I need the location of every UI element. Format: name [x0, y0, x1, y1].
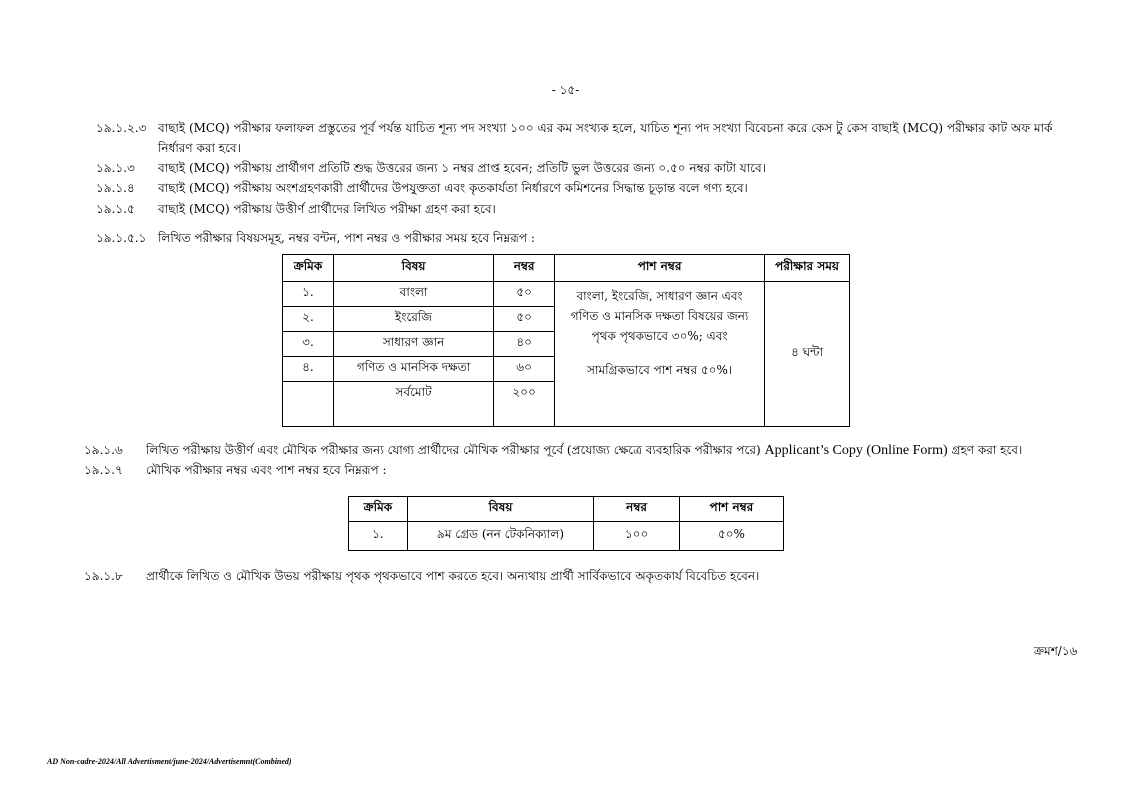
paragraph-number: ১৯.১.৬: [84, 443, 123, 457]
header-subject: বিষয়: [333, 255, 493, 282]
cell-serial: ৩.: [283, 332, 334, 357]
cell-marks: ৪০: [494, 332, 555, 357]
paragraph-number: ১৯.১.৭: [84, 463, 123, 477]
paragraph-19-1-5-1: [96, 228, 1056, 248]
paragraph-text: বাছাই (MCQ) পরীক্ষার ফলাফল প্রস্তুতের পূর্ব পর্যন্ত যাচিত শূন্য পদ সংখ্যা ১০০ এর কম সংখ্যক হলে, যাচিত শূন্য পদ সংখ্যা বিবেচনা করে কেস টু কেস বাছাই (MCQ) পরীক্ষার কাট অফ মার্ক নির্ধারণ করা হবে।: [158, 121, 1053, 155]
paragraph-number: ১৯.১.৩: [96, 161, 135, 175]
cell-serial: ১.: [349, 522, 408, 551]
paragraph-19-1-6: [84, 440, 1074, 461]
paragraph-text: প্রার্থীকে লিখিত ও মৌখিক উভয় পরীক্ষায় পৃথক পৃথকভাবে পাশ করতে হবে। অন্যথায় প্রার্থী সার্বিকভাবে অকৃতকার্য বিবেচিত হবেন।: [146, 569, 760, 583]
written-exam-table: [282, 254, 850, 427]
cell-marks: ৬০: [494, 357, 555, 382]
cell-subject: বাংলা: [333, 282, 493, 307]
header-exam-time: পরীক্ষার সময়: [765, 255, 850, 282]
cell-total-marks: ২০০: [494, 382, 555, 427]
cell-marks: ১০০: [594, 522, 680, 551]
paragraph-number: ১৯.১.২.৩: [96, 121, 147, 135]
paragraph-19-1-7: [84, 460, 1074, 480]
cell-serial: ২.: [283, 307, 334, 332]
paragraph-19-1-8: [84, 566, 1074, 586]
table-header-row: [349, 497, 784, 522]
cell-subject: গণিত ও মানসিক দক্ষতা: [333, 357, 493, 382]
paragraph-text-end: গ্রহণ করা হবে।: [951, 443, 1023, 457]
paragraph-number: ১৯.১.৮: [84, 569, 123, 583]
cell-marks: ৫০: [494, 282, 555, 307]
cell-serial: ১.: [283, 282, 334, 307]
table-row: [283, 282, 850, 307]
cell-pass-marks: ৫০%: [679, 522, 783, 551]
paragraph-text: বাছাই (MCQ) পরীক্ষায় প্রার্থীগণ প্রতিটি শুদ্ধ উত্তরের জন্য ১ নম্বর প্রাপ্ত হবেন; প্রতিটি ভুল উত্তরের জন্য ০.৫০ নম্বর কাটা যাবে।: [158, 161, 766, 175]
paragraph-19-1-3: [96, 158, 1056, 178]
paragraph-number: ১৯.১.৫.১: [96, 231, 147, 245]
pass-text-2: সামগ্রিকভাবে পাশ নম্বর ৫০%।: [587, 363, 733, 377]
cell-exam-time: ৪ ঘন্টা: [765, 282, 850, 427]
viva-exam-table: [348, 496, 784, 551]
table-header-row: [283, 255, 850, 282]
paragraph-text: লিখিত পরীক্ষায় উত্তীর্ণ এবং মৌখিক পরীক্ষার জন্য যোগ্য প্রার্থীদের মৌখিক পরীক্ষার পূর্বে (প্রযোজ্য ক্ষেত্রে ব্যবহারিক পরীক্ষার পরে): [146, 443, 761, 457]
cell-total-label: সর্বমোট: [333, 382, 493, 427]
cell-serial-empty: [283, 382, 334, 427]
header-pass-marks: পাশ নম্বর: [679, 497, 783, 522]
continued-label: ক্রমশ/১৬: [1034, 644, 1078, 658]
header-marks: নম্বর: [494, 255, 555, 282]
header-marks: নম্বর: [594, 497, 680, 522]
cell-serial: ৪.: [283, 357, 334, 382]
cell-marks: ৫০: [494, 307, 555, 332]
paragraph-text: মৌখিক পরীক্ষার নম্বর এবং পাশ নম্বর হবে নিম্নরূপ :: [146, 463, 387, 477]
header-serial: ক্রমিক: [283, 255, 334, 282]
cell-subject: ৯ম গ্রেড (নন টেকনিক্যাল): [407, 522, 594, 551]
header-subject: বিষয়: [407, 497, 594, 522]
paragraph-19-1-2-3: [96, 118, 1056, 158]
page-number: - ১৫-: [551, 83, 580, 97]
cell-subject: সাধারণ জ্ঞান: [333, 332, 493, 357]
paragraph-text: বাছাই (MCQ) পরীক্ষায় অংশগ্রহণকারী প্রার্থীদের উপযুক্ততা এবং কৃতকার্যতা নির্ধারণে কমিশনের সিদ্ধান্ত চূড়ান্ত বলে গণ্য হবে।: [158, 181, 748, 195]
paragraph-text-english: Applicant’s Copy (Online Form): [764, 443, 948, 458]
paragraph-text: লিখিত পরীক্ষার বিষয়সমূহ, নম্বর বন্টন, পাশ নম্বর ও পরীক্ষার সময় হবে নিম্নরূপ :: [158, 231, 535, 245]
cell-subject: ইংরেজি: [333, 307, 493, 332]
paragraph-19-1-4: [96, 178, 1056, 198]
table-row: [349, 522, 784, 551]
header-pass-marks: পাশ নম্বর: [555, 255, 765, 282]
footer-file-path: AD Non-cadre-2024/All Advertisment/june-2024/Advertisemnt(Combined): [47, 757, 292, 766]
header-serial: ক্রমিক: [349, 497, 408, 522]
paragraph-text: বাছাই (MCQ) পরীক্ষায় উত্তীর্ণ প্রার্থীদের লিখিত পরীক্ষা গ্রহণ করা হবে।: [158, 202, 496, 216]
paragraph-19-1-5: [96, 199, 1056, 219]
pass-text-1: বাংলা, ইংরেজি, সাধারণ জ্ঞান এবং গণিত ও মানসিক দক্ষতা বিষয়ের জন্য পৃথক পৃথকভাবে ৩০%; এবং: [570, 289, 749, 343]
paragraph-number: ১৯.১.৪: [96, 181, 135, 195]
paragraph-number: ১৯.১.৫: [96, 202, 135, 216]
cell-pass-marks: [555, 282, 765, 427]
